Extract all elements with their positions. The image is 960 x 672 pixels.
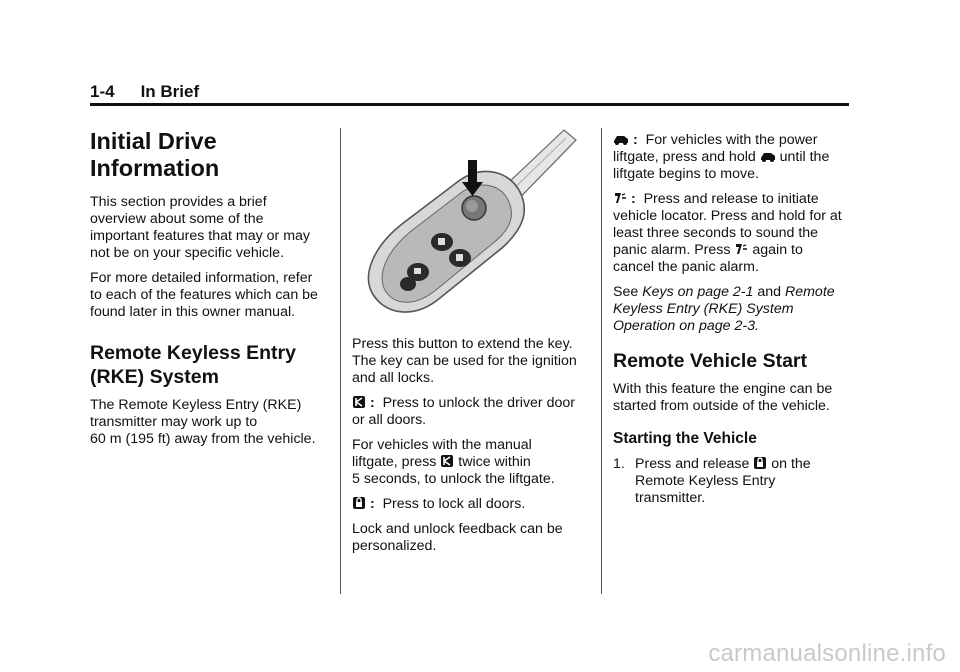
feedback-paragraph: Lock and unlock feedback can be personalized. (352, 521, 563, 554)
unlock-paragraph: : Press to unlock the driver door or all doors. (352, 395, 575, 428)
column-3 (613, 126, 853, 507)
ref-rke-link[interactable]: Remote Keyless Entry (RKE) System Operation on page 2-3. (613, 284, 835, 334)
key-fob-illustration (352, 126, 584, 322)
unlock-icon (440, 454, 454, 468)
panic-horn-icon (613, 191, 627, 205)
detail-paragraph: For more detailed information, refer to each of the features which can be found later in this owner manual. (90, 270, 318, 320)
header-rule (90, 103, 849, 106)
power-liftgate-paragraph: : For vehicles with the power liftgate, press and hold until the liftgate begins to move. (613, 132, 830, 182)
ref-keys-link[interactable]: Keys on page 2-1 (642, 284, 754, 300)
column-1 (90, 126, 330, 456)
panic-horn-icon (734, 242, 748, 256)
panic-paragraph: : Press and release to initiate vehicle locator. Press and hold for at least three seconds to sound the panic alarm. Press again to cancel the panic alarm. (613, 191, 842, 275)
rke-paragraph: The Remote Keyless Entry (RKE) transmitter may work up to 60 m (195 ft) away from the vehicle. (90, 397, 316, 447)
initial-drive-title: Initial Drive Information (90, 128, 220, 181)
intro-paragraph: This section provides a brief overview about some of the important features that may or may not be on your specific vehicle. (90, 194, 310, 261)
lock-icon (753, 456, 767, 470)
step-1: 1. Press and release on the Remote Keyless Entry transmitter. (613, 456, 811, 506)
starting-vehicle-title: Starting the Vehicle (613, 430, 757, 447)
lock-icon (352, 496, 366, 510)
lock-paragraph: : Press to lock all doors. (352, 496, 592, 513)
column-2 (352, 126, 592, 563)
watermark: carmanualsonline.info (708, 640, 946, 667)
manual-liftgate-paragraph: For vehicles with the manual liftgate, press twice within 5 seconds, to unlock the liftgate. (352, 437, 555, 487)
rke-title: Remote Keyless Entry (RKE) System (90, 342, 296, 388)
page-number: 1-4 (90, 82, 115, 101)
unlock-icon (352, 395, 366, 409)
page-header (90, 82, 199, 102)
fob-caption: Press this button to extend the key. The key can be used for the ignition and all locks. (352, 336, 577, 386)
column-divider-2 (601, 128, 602, 594)
liftgate-icon (613, 132, 629, 146)
remote-start-title: Remote Vehicle Start (613, 350, 807, 372)
remote-start-paragraph: With this feature the engine can be started from outside of the vehicle. (613, 381, 833, 414)
see-also-paragraph: See Keys on page 2-1 and Remote Keyless Entry (RKE) System Operation on page 2-3. (613, 284, 835, 334)
column-divider-1 (340, 128, 341, 594)
liftgate-icon (760, 149, 776, 163)
section-title: In Brief (140, 82, 200, 101)
